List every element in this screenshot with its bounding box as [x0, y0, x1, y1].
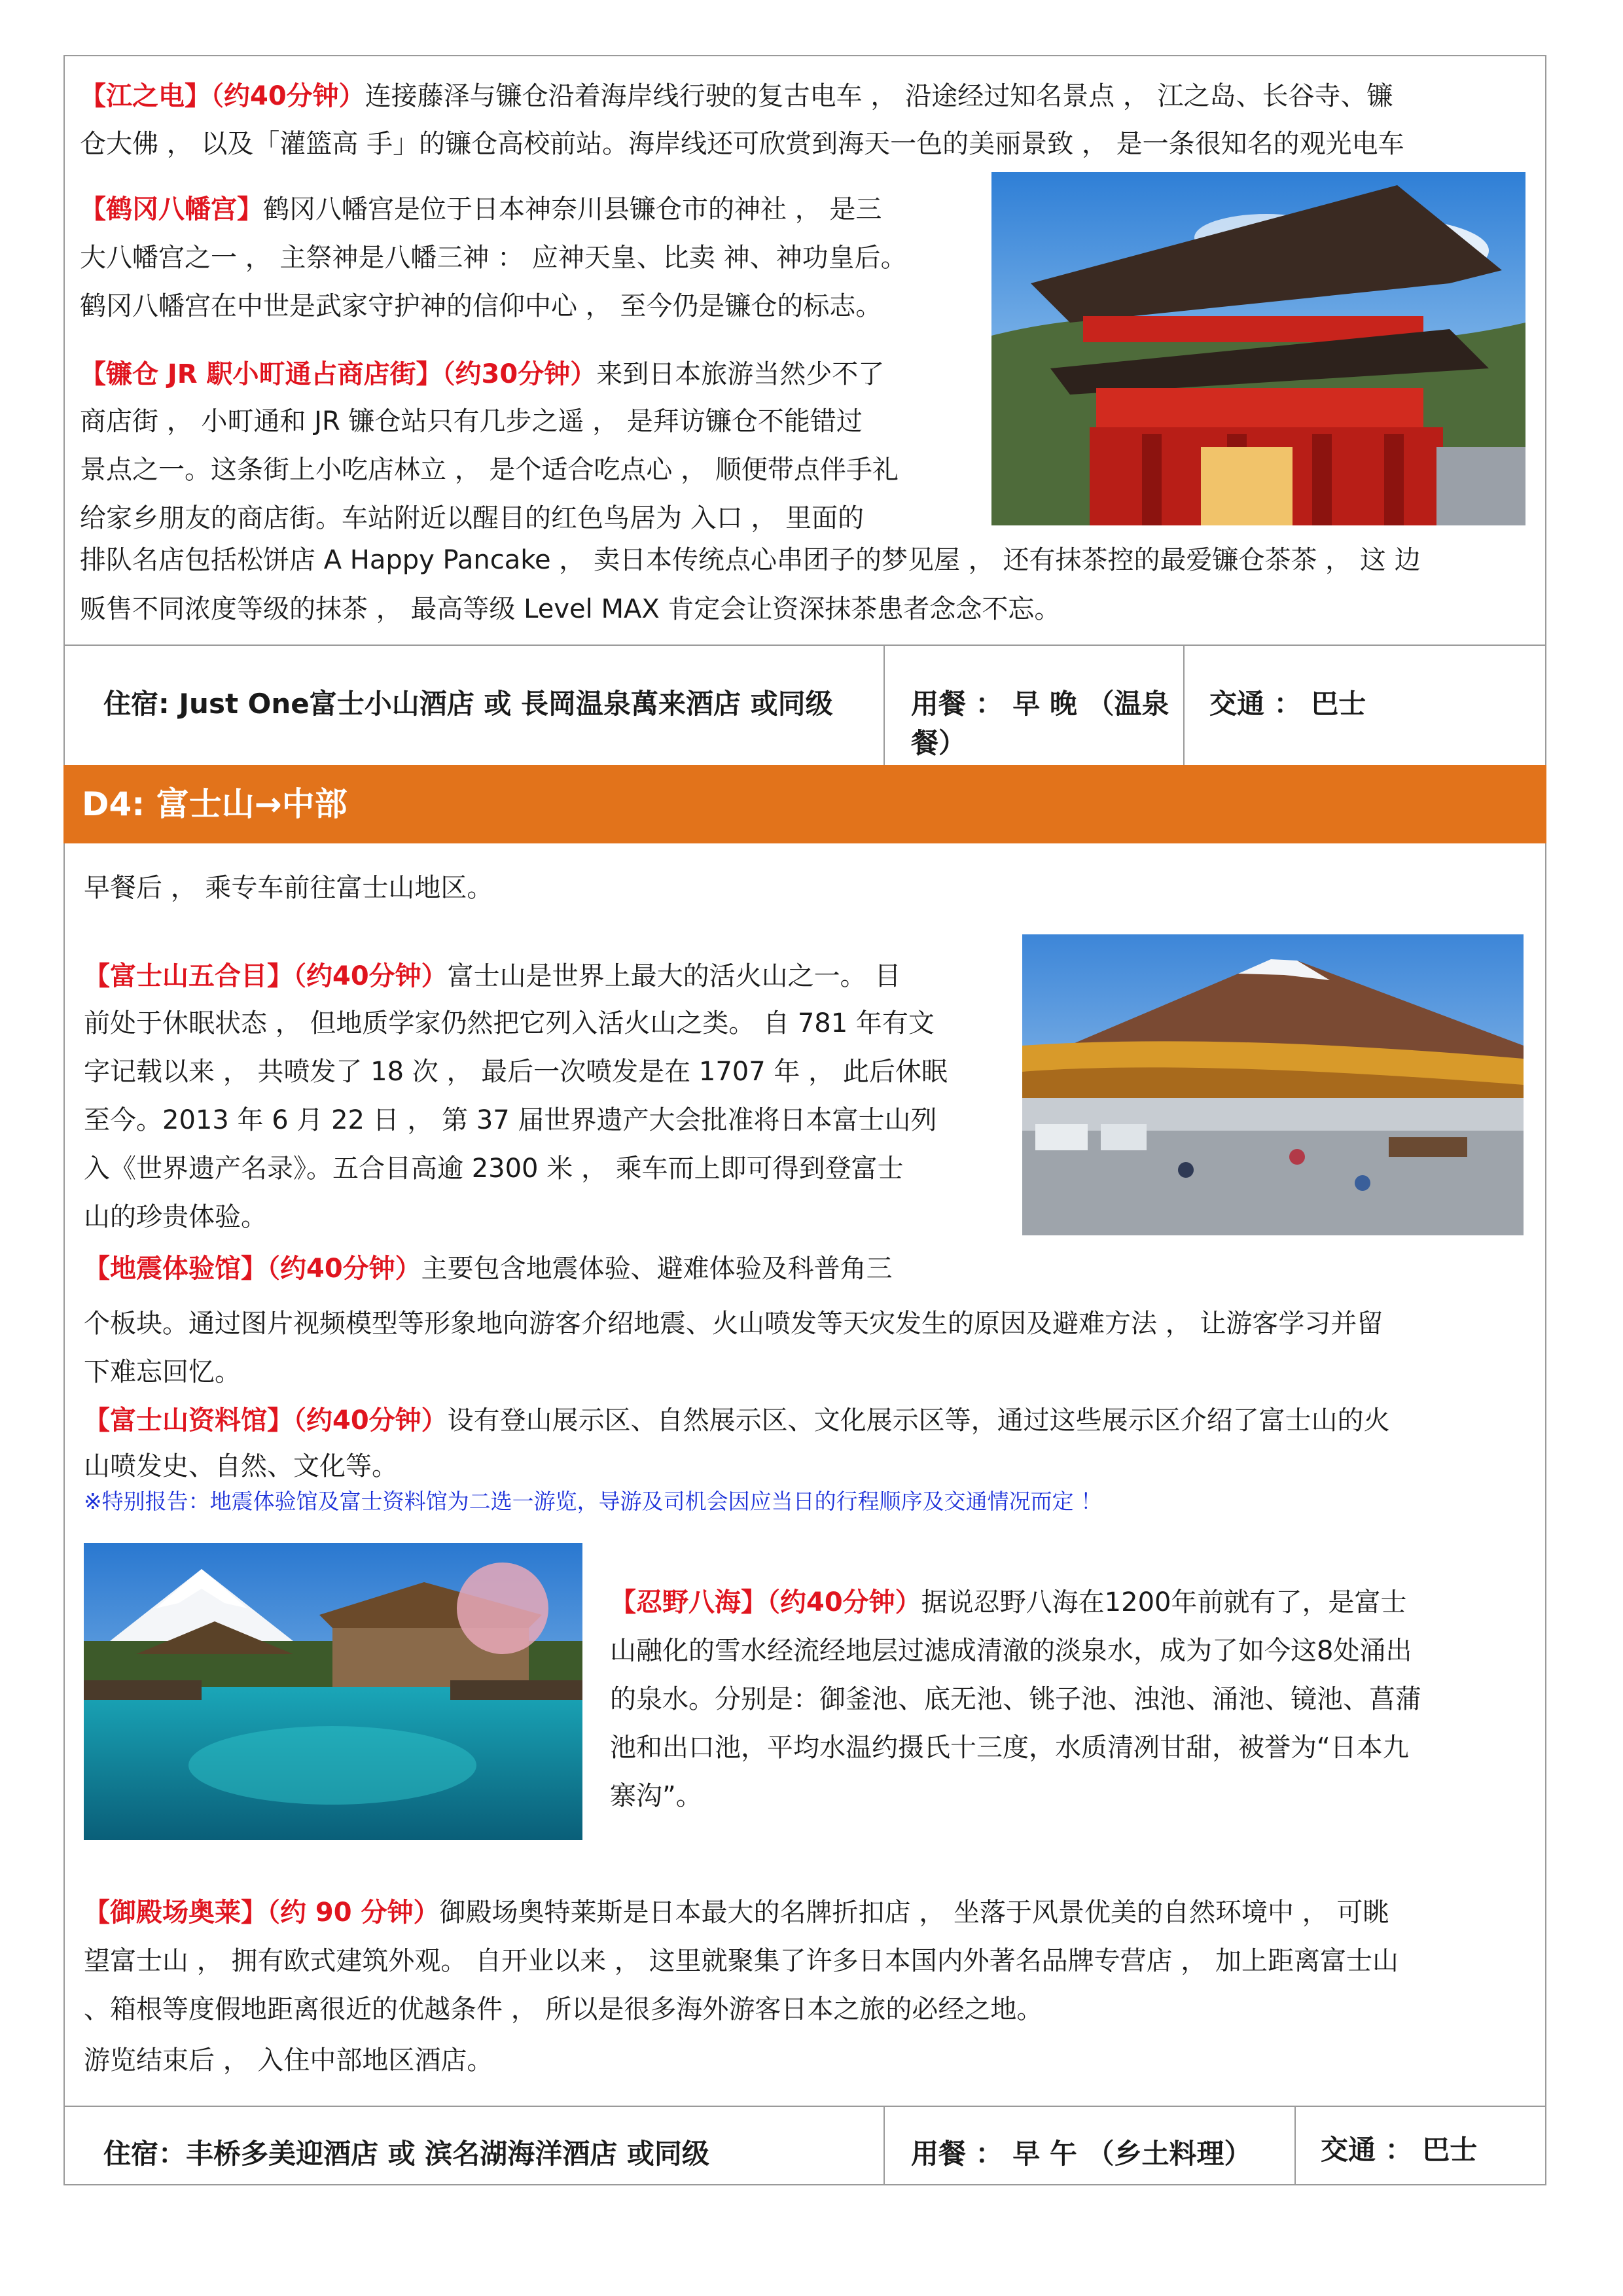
oshino-line-3: 的泉水。分别是：御釜池、底无池、铫子池、浊池、涌池、镜池、菖蒲 — [610, 1684, 1421, 1714]
d3-transport: 交通 ： 巴士 — [1209, 688, 1366, 720]
oshino-line-5: 寨沟”。 — [610, 1781, 702, 1811]
oshino-line-4: 池和出口池，平均水温约摄氏十三度，水质清冽甘甜，被誉为“日本九 — [610, 1733, 1409, 1763]
gogome-line-5: 入《世界遗产名录》。五合目高逾 2300 米 ， 乘车而上即可得到登富士 — [84, 1154, 904, 1184]
fuji-photo — [1022, 934, 1524, 1235]
divider — [63, 2106, 1546, 2107]
day-header — [63, 765, 1546, 843]
enoden-line-2: 仓大佛 ， 以及「灌篮高 手」的镰仓高校前站。海岸线还可欣赏到海天一色的美丽景致 ， 是一条很知名的观光电车 — [80, 129, 1404, 159]
tsurugaoka-line-1: 【鹤冈八幡宫】鹤冈八幡宫是位于日本神奈川县镰仓市的神社 ， 是三 — [80, 194, 882, 224]
komachi-line-4: 给家乡朋友的商店街。车站附近以醒目的红色鸟居为 入口 ， 里面的 — [80, 503, 865, 533]
komachi-line-2: 商店街 ， 小町通和 JR 镰仓站只有几步之遥 ， 是拜访镰仓不能错过 — [80, 406, 863, 436]
oshino-photo — [84, 1543, 582, 1840]
komachi-line-6: 贩售不同浓度等级的抹茶 ， 最高等级 Level MAX 肯定会让资深抹茶患者念念不忘。 — [80, 594, 1061, 624]
divider — [1183, 645, 1185, 765]
museum-line-1: 【富士山资料馆】（约40分钟）设有登山展示区、自然展示区、文化展示区等，通过这些展示区介绍了富士山的火 — [84, 1405, 1390, 1436]
gotemba-line-2: 望富士山 ， 拥有欧式建筑外观。 自开业以来 ， 这里就聚集了许多日本国内外著名品牌专营店 ， 加上距离富士山 — [84, 1946, 1399, 1976]
d3-lodging: 住宿: Just One富士小山酒店 或 長岡温泉萬来酒店 或同级 — [103, 688, 833, 720]
gogome-line-1: 【富士山五合目】（约40分钟）富士山是世界上最大的活火山之一。 目 — [84, 961, 901, 991]
special-note: ※特别报告：地震体验馆及富士资料馆为二选一游览，导游及司机会因应当日的行程顺序及交通情况而定 ！ — [84, 1489, 1103, 1514]
gogome-line-3: 字记载以来 ， 共喷发了 18 次 ， 最后一次喷发是在 1707 年 ， 此后休眠 — [84, 1057, 948, 1087]
oshino-line-2: 山融化的雪水经流经地层过滤成清澈的淡泉水，成为了如今这8处涌出 — [610, 1636, 1412, 1666]
divider — [883, 645, 885, 765]
d4-meals: 用餐 ： 早 午 （乡土料理） — [911, 2138, 1252, 2170]
divider — [883, 2106, 885, 2185]
d4-transport: 交通 ： 巴士 — [1321, 2134, 1478, 2166]
quake-line-3: 下难忘回忆。 — [84, 1357, 241, 1387]
gotemba-line-3: 、箱根等度假地距离很近的优越条件 ， 所以是很多海外游客日本之旅的必经之地。 — [84, 1994, 1043, 2024]
enoden-line-1: 【江之电】（约40分钟）连接藤泽与镰仓沿着海岸线行驶的复古电车 ， 沿途经过知名景点 ， 江之岛、长谷寺、镰 — [80, 81, 1393, 111]
divider — [1294, 2106, 1296, 2185]
d3-meals-line-2: 餐） — [911, 727, 967, 759]
divider — [63, 645, 1546, 646]
d4-lodging: 住宿：丰桥多美迎酒店 或 滨名湖海洋酒店 或同级 — [103, 2138, 709, 2170]
shrine-photo — [991, 172, 1525, 525]
komachi-line-3: 景点之一。这条街上小吃店林立 ， 是个适合吃点心 ， 顺便带点伴手礼 — [80, 455, 899, 485]
d4-intro: 早餐后 ， 乘专车前往富士山地区。 — [84, 873, 493, 903]
tsurugaoka-line-2: 大八幡宫之一 ， 主祭神是八幡三神 ： 应神天皇、比卖 神、神功皇后。 — [80, 243, 907, 273]
day-title: D4: 富士山→中部 — [82, 785, 348, 823]
museum-line-2: 山喷发史、自然、文化等。 — [84, 1451, 398, 1481]
gotemba-line-1: 【御殿场奥莱】（约 90 分钟）御殿场奥特莱斯是日本最大的名牌折扣店 ， 坐落于风景优美的自然环境中 ， 可眺 — [84, 1898, 1389, 1928]
gogome-line-6: 山的珍贵体验。 — [84, 1202, 267, 1232]
quake-line-2: 个板块。通过图片视频模型等形象地向游客介绍地震、火山喷发等天灾发生的原因及避难方法 ， 让游客学习并留 — [84, 1309, 1383, 1339]
d4-outro: 游览结束后 ， 入住中部地区酒店。 — [84, 2045, 493, 2075]
gogome-line-2: 前处于休眠状态 ， 但地质学家仍然把它列入活火山之类。 自 781 年有文 — [84, 1008, 935, 1038]
d3-meals-line-1: 用餐 ： 早 晚 （温泉 — [911, 688, 1169, 720]
quake-line-1: 【地震体验馆】（约40分钟）主要包含地震体验、避难体验及科普角三 — [84, 1254, 893, 1284]
komachi-line-5: 排队名店包括松饼店 A Happy Pancake ， 卖日本传统点心串团子的梦见屋 ， 还有抹茶控的最爱镰仓茶茶 ， 这 边 — [80, 545, 1421, 575]
komachi-line-1: 【镰仓 JR 駅小町通占商店街】（约30分钟）来到日本旅游当然少不了 — [80, 359, 885, 389]
oshino-line-1: 【忍野八海】（约40分钟）据说忍野八海在1200年前就有了，是富士 — [610, 1587, 1407, 1617]
tsurugaoka-line-3: 鹤冈八幡宫在中世是武家守护神的信仰中心 ， 至今仍是镰仓的标志。 — [80, 291, 882, 321]
gogome-line-4: 至今。2013 年 6 月 22 日 ， 第 37 届世界遗产大会批准将日本富士山列 — [84, 1105, 937, 1135]
